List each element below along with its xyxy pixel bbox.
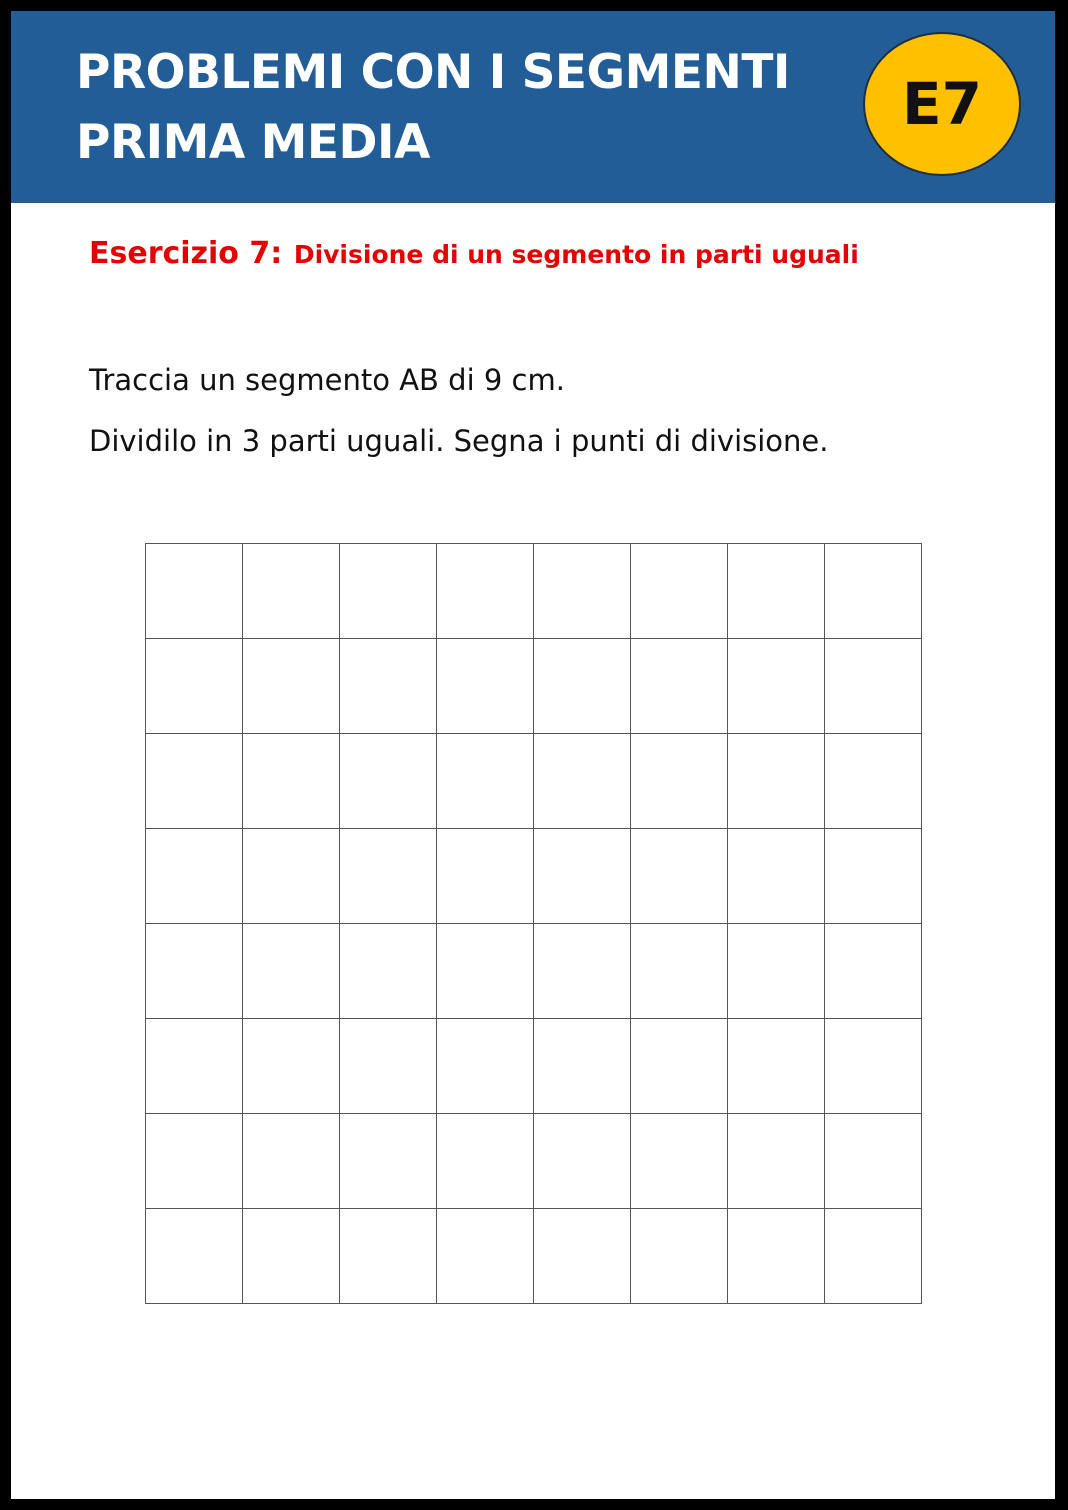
grid-cell [243, 1209, 340, 1304]
grid-cell [534, 639, 631, 734]
grid-cell [825, 1019, 922, 1114]
grid-cell [340, 924, 437, 1019]
grid-cell [825, 1209, 922, 1304]
grid-cell [534, 829, 631, 924]
grid-cell [146, 544, 243, 639]
grid-cell [728, 639, 825, 734]
exercise-heading [89, 236, 859, 271]
grid-cell [340, 1209, 437, 1304]
grid-cell [340, 734, 437, 829]
instruction-text: Traccia un segmento AB di 9 cm. [89, 363, 565, 397]
grid-cell [340, 1019, 437, 1114]
grid-cell [243, 734, 340, 829]
grid-cell [437, 734, 534, 829]
grid-cell [728, 544, 825, 639]
grid-cell [631, 734, 728, 829]
page-title [76, 38, 790, 178]
exercise-label: Esercizio 7: [89, 236, 283, 271]
badge-label: E7 [902, 70, 982, 138]
exercise-badge [863, 32, 1021, 176]
grid-cell [534, 1114, 631, 1209]
grid-cell [534, 1209, 631, 1304]
grid-cell [728, 1019, 825, 1114]
grid-cell [437, 1114, 534, 1209]
grid-cell [631, 924, 728, 1019]
grid-cell [825, 924, 922, 1019]
grid-cell [728, 1209, 825, 1304]
grid-cell [437, 639, 534, 734]
grid-cell [825, 544, 922, 639]
grid-cell [146, 1114, 243, 1209]
grid-cell [728, 924, 825, 1019]
grid-cell [631, 829, 728, 924]
grid-cell [728, 734, 825, 829]
grid-cell [146, 1209, 243, 1304]
grid-cell [825, 829, 922, 924]
grid-cell [534, 544, 631, 639]
grid-cell [243, 829, 340, 924]
grid-cell [243, 1019, 340, 1114]
grid-cell [631, 1114, 728, 1209]
grid-cell [437, 1019, 534, 1114]
grid-cell [243, 544, 340, 639]
grid-cell [340, 829, 437, 924]
grid-cell [340, 1114, 437, 1209]
grid-cell [340, 639, 437, 734]
title-line-2: PRIMA MEDIA [76, 115, 430, 170]
grid-cell [825, 1114, 922, 1209]
grid-cell [728, 829, 825, 924]
grid-cell [243, 924, 340, 1019]
grid-cell [437, 829, 534, 924]
title-line-1: PROBLEMI CON I SEGMENTI [76, 45, 790, 100]
exercise-topic: Divisione di un segmento in parti uguali [293, 240, 859, 269]
grid-cell [631, 544, 728, 639]
grid-cell [146, 1019, 243, 1114]
grid-cell [437, 544, 534, 639]
grid-cell [534, 734, 631, 829]
grid-cell [146, 734, 243, 829]
grid-cell [243, 639, 340, 734]
squared-grid [145, 543, 922, 1304]
grid-cell [631, 639, 728, 734]
grid-cell [146, 639, 243, 734]
grid-cell [340, 544, 437, 639]
grid-cell [825, 734, 922, 829]
grid-cell [243, 1114, 340, 1209]
grid-cell [825, 639, 922, 734]
grid-cell [146, 829, 243, 924]
grid-cell [534, 924, 631, 1019]
instruction-text: Dividilo in 3 parti uguali. Segna i punti di divisione. [89, 424, 829, 458]
grid-cell [631, 1019, 728, 1114]
grid-cell [437, 1209, 534, 1304]
grid-cell [146, 924, 243, 1019]
grid-cell [728, 1114, 825, 1209]
grid-cell [631, 1209, 728, 1304]
grid-cell [437, 924, 534, 1019]
grid-cell [534, 1019, 631, 1114]
